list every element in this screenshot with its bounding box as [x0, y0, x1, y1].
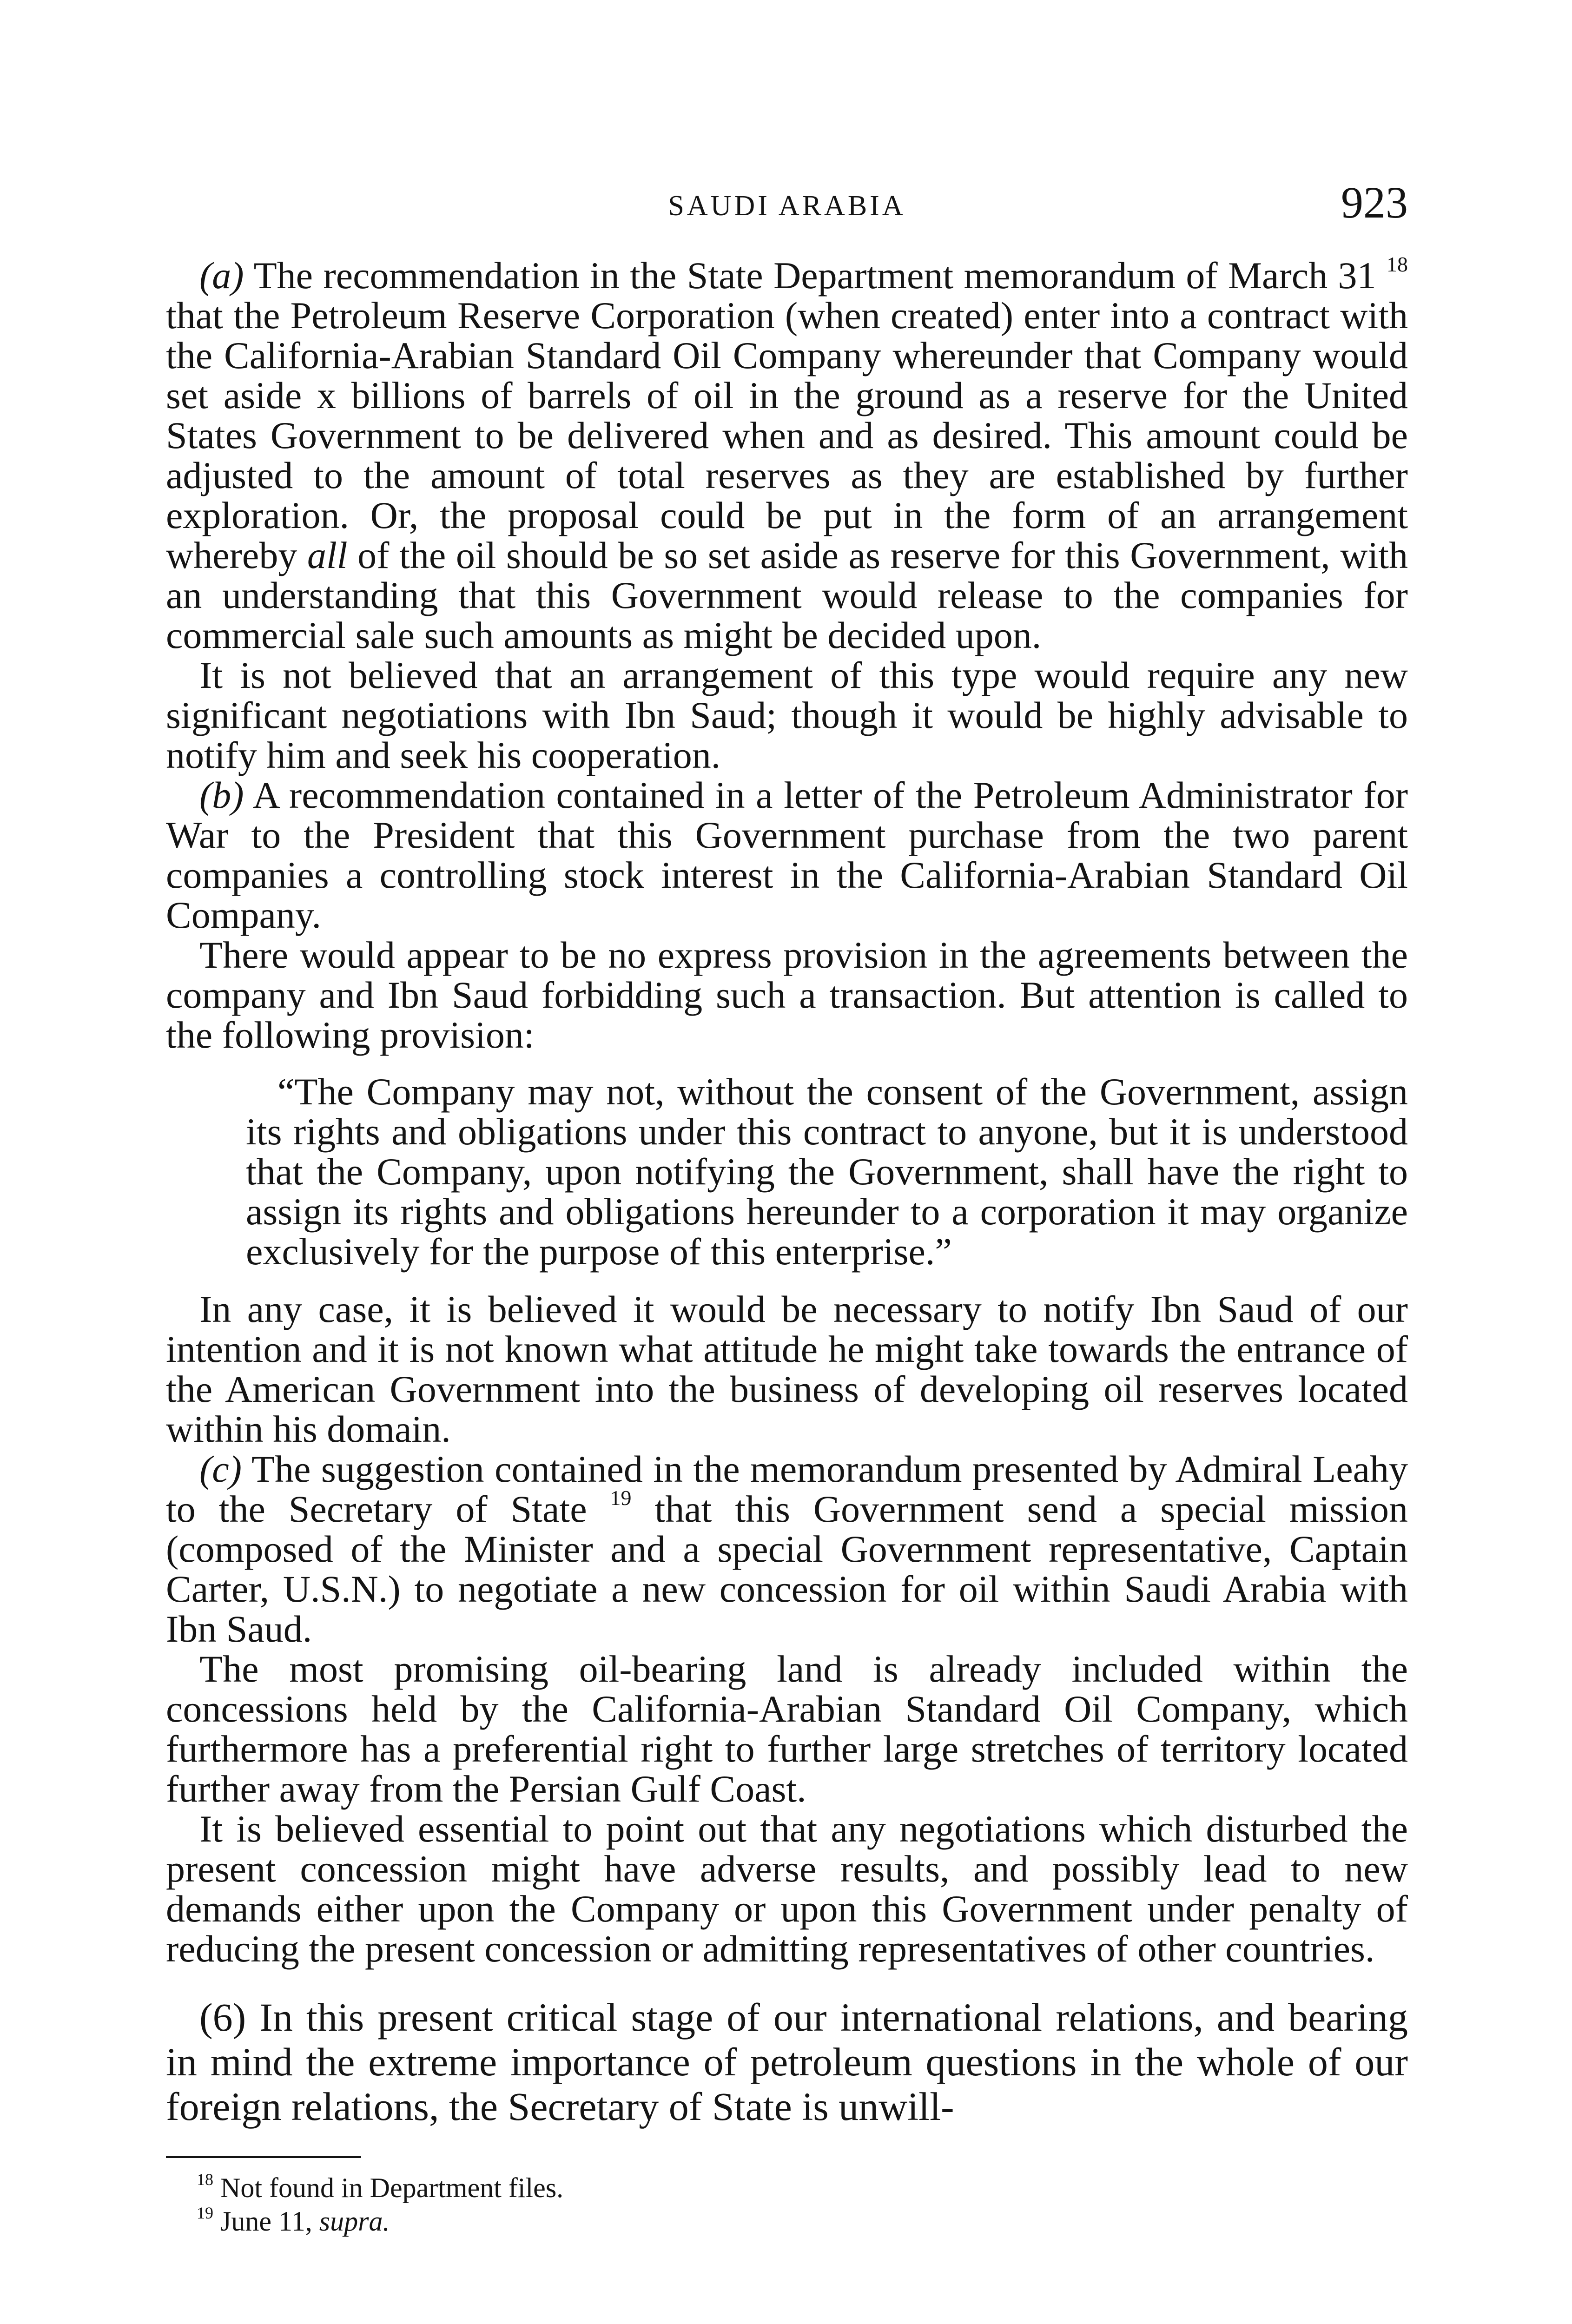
paragraph-a-text-1: The recommendation in the State Department memorandum of March 31	[253, 254, 1376, 297]
label-b: (b)	[199, 774, 244, 816]
paragraph-4: There would appear to be no express provision in the agreements between the company and Ibn Saud forbidding such a transaction. But attention is called to the following provision:	[166, 934, 1408, 1056]
paragraph-c-text-2: that this Government send a special mission (composed of the Minister and a special Government representative, Captain Carter, U.S.N.) to negotiate a new concession for oil within Saudi Arabia with Ibn Saud.	[166, 1488, 1408, 1650]
paragraph-c	[166, 1449, 1408, 1649]
footnote-marker-19: 19	[197, 2204, 213, 2222]
emphasis-all: all	[307, 534, 348, 576]
footnote-text-19: June 11,	[220, 2206, 312, 2237]
paragraph-2: It is not believed that an arrangement of this type would require any new significant negotiations with Ibn Saud; though it would be highly advisable to notify him and seek his cooperation.	[166, 654, 1408, 776]
paragraph-a	[166, 252, 1408, 656]
footnotes	[166, 2156, 1408, 2238]
footnote-marker-18: 18	[197, 2170, 213, 2189]
label-c: (c)	[199, 1448, 242, 1490]
paragraph-c-text-1: The suggestion contained in the memorandum presented by Admiral Leahy to the Secretary of State	[166, 1448, 1408, 1530]
footnote-rule	[166, 2156, 361, 2158]
paragraph-7: The most promising oil-bearing land is already included within the concessions held by the California-Arabian Standard Oil Company, which furthermore has a preferential right to further large stretches of territory located further away from the Persian Gulf Coast.	[166, 1648, 1408, 1810]
footnote-text-18: Not found in Department files.	[220, 2172, 564, 2203]
paragraph-9: (6) In this present critical stage of our international relations, and bearing in mind the extreme importance of petroleum questions in the whole of our foreign relations, the Secretary of State is unwill-	[166, 1995, 1408, 2129]
paragraph-a-text-3: of the oil should be so set aside as reserve for this Government, with an understanding that this Government would release to the companies for commercial sale such amounts as might be decided upon.	[166, 534, 1408, 656]
document-page	[166, 178, 1408, 2238]
footnote-19	[166, 2205, 1408, 2238]
paragraph-a-text-2: that the Petroleum Reserve Corporation (when created) enter into a contract with the California-Arabian Standard Oil Company whereunder that Company would set aside x billions of barrels of oil in the ground as a reserve for the United States Government to be delivered when and as desired. This amount could be adjusted to the amount of total reserves as they are established by further exploration. Or, the proposal could be put in the form of an arrangement whereby	[166, 294, 1408, 576]
paragraph-b-text: A recommendation contained in a letter of the Petroleum Administrator for War to the President that this Government purchase from the two parent companies a controlling stock interest in the California-Arabian Standard Oil Company.	[166, 774, 1408, 936]
paragraph-8: It is believed essential to point out that any negotiations which disturbed the present concession might have adverse results, and possibly lead to new demands either upon the Company or upon this Government under penalty of reducing the present concession or admitting representatives of other countries.	[166, 1808, 1408, 1970]
block-quote: “The Company may not, without the consent of the Government, assign its rights and obligations under this contract to anyone, but it is understood that the Company, upon notifying the Government, shall have the right to assign its rights and obligations hereunder to a corporation it may organize exclusively for the purpose of this enterprise.”	[246, 1070, 1408, 1273]
running-head: SAUDI ARABIA	[668, 190, 906, 222]
footnote-ref-18: 18	[1386, 252, 1408, 276]
paragraph-b	[166, 775, 1408, 935]
page-number: 923	[1341, 178, 1408, 227]
label-a: (a)	[199, 254, 244, 297]
page-header	[166, 178, 1408, 237]
footnote-emphasis-supra: supra.	[319, 2206, 390, 2237]
paragraph-5: In any case, it is believed it would be necessary to notify Ibn Saud of our intention and it is not known what attitude he might take towards the entrance of the American Government into the business of developing oil reserves located within his domain.	[166, 1288, 1408, 1450]
footnote-18	[166, 2171, 1408, 2205]
footnote-ref-19: 19	[610, 1486, 632, 1510]
